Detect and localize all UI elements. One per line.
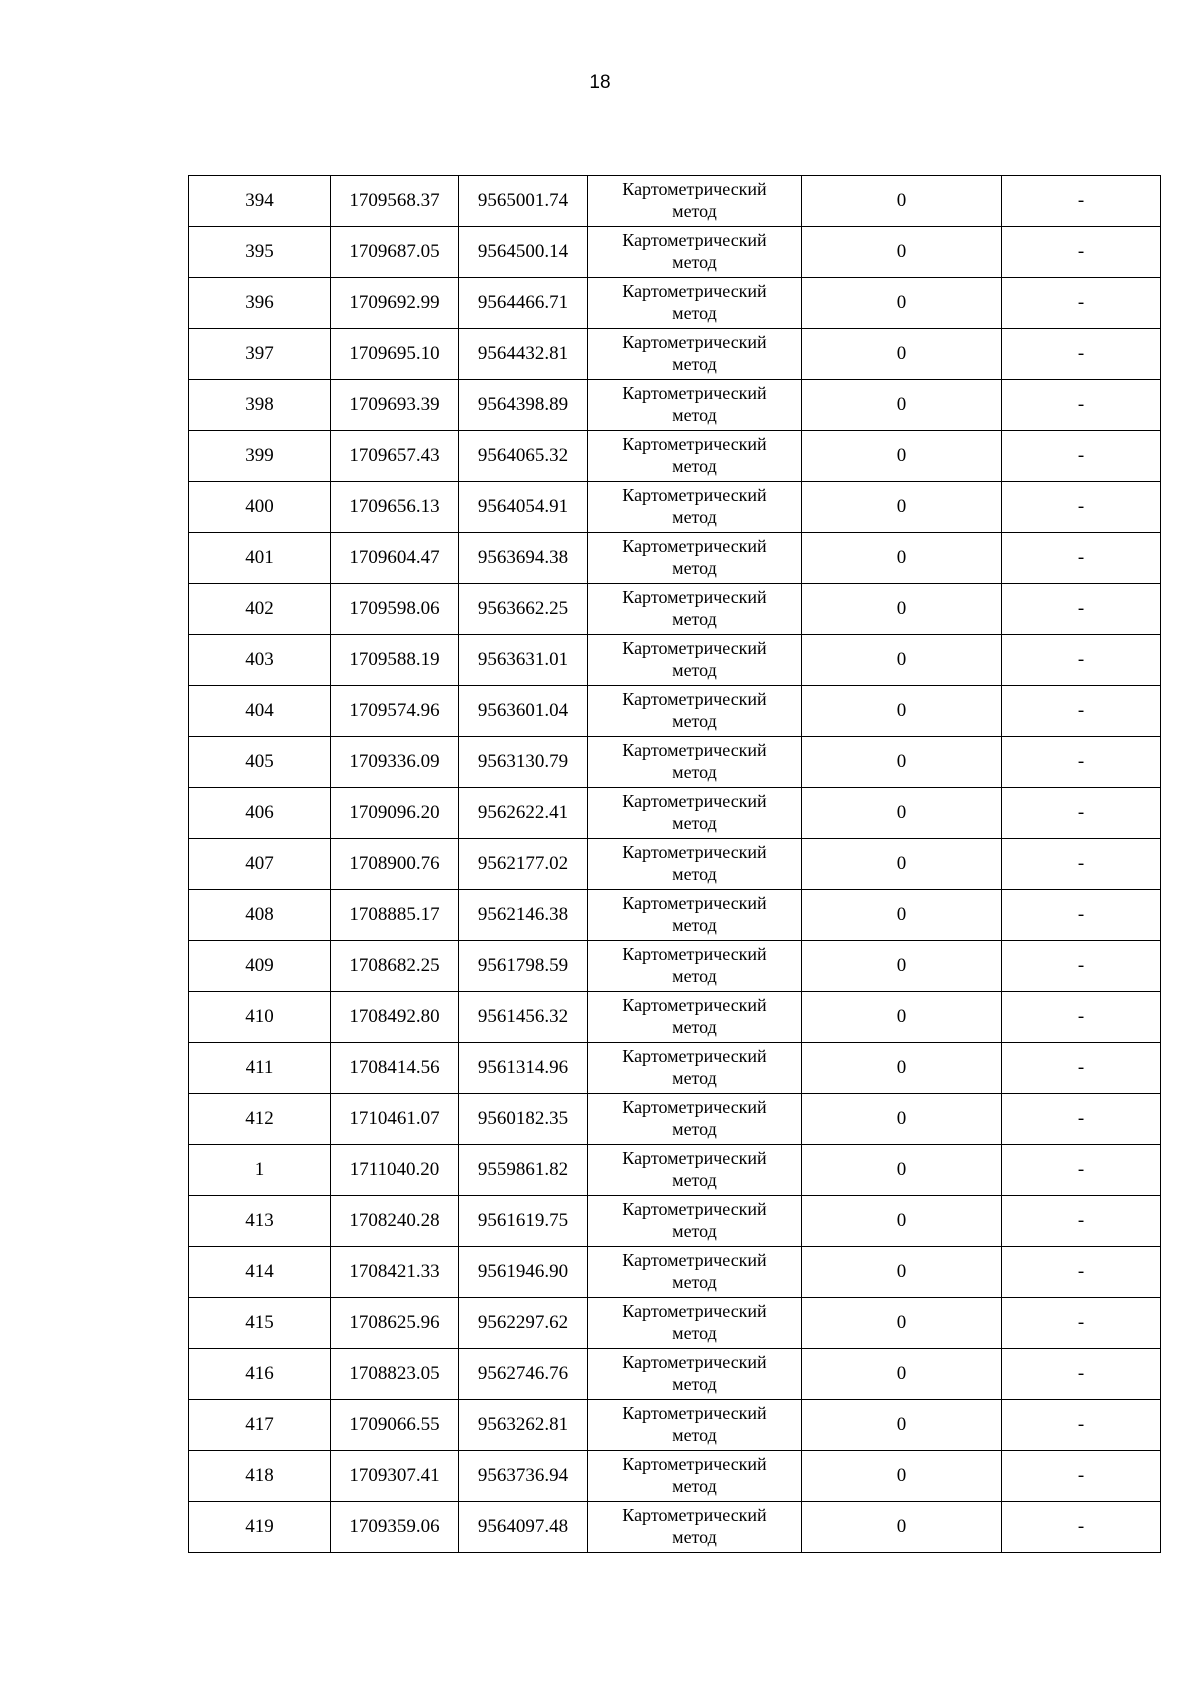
method-text: Картометрический метод xyxy=(622,587,767,629)
table-row xyxy=(189,686,1161,737)
y-coordinate-cell: 9559861.82 xyxy=(459,1145,588,1196)
point-number-cell: 411 xyxy=(189,1043,331,1094)
error-cell: 0 xyxy=(802,482,1002,533)
point-number-cell: 394 xyxy=(189,176,331,227)
x-coordinate-cell: 1709656.13 xyxy=(331,482,459,533)
method-text: Картометрический метод xyxy=(622,1250,767,1292)
method-cell xyxy=(588,992,802,1043)
y-coordinate-cell: 9562622.41 xyxy=(459,788,588,839)
error-cell: 0 xyxy=(802,227,1002,278)
x-coordinate-cell: 1711040.20 xyxy=(331,1145,459,1196)
y-coordinate-cell: 9561314.96 xyxy=(459,1043,588,1094)
note-cell: - xyxy=(1002,431,1161,482)
error-cell: 0 xyxy=(802,635,1002,686)
point-number-cell: 399 xyxy=(189,431,331,482)
table-row xyxy=(189,992,1161,1043)
note-cell: - xyxy=(1002,380,1161,431)
point-number-cell: 404 xyxy=(189,686,331,737)
table-row xyxy=(189,380,1161,431)
point-number-cell: 401 xyxy=(189,533,331,584)
method-cell xyxy=(588,1502,802,1553)
method-text: Картометрический метод xyxy=(622,383,767,425)
note-cell: - xyxy=(1002,788,1161,839)
method-cell xyxy=(588,278,802,329)
method-cell xyxy=(588,584,802,635)
method-text: Картометрический метод xyxy=(622,791,767,833)
note-cell: - xyxy=(1002,890,1161,941)
table-row xyxy=(189,176,1161,227)
y-coordinate-cell: 9563130.79 xyxy=(459,737,588,788)
method-text: Картометрический метод xyxy=(622,230,767,272)
page-number: 18 xyxy=(589,72,611,93)
error-cell: 0 xyxy=(802,1145,1002,1196)
error-cell: 0 xyxy=(802,1451,1002,1502)
x-coordinate-cell: 1708421.33 xyxy=(331,1247,459,1298)
y-coordinate-cell: 9563262.81 xyxy=(459,1400,588,1451)
method-text: Картометрический метод xyxy=(622,1199,767,1241)
point-number-cell: 395 xyxy=(189,227,331,278)
note-cell: - xyxy=(1002,941,1161,992)
note-cell: - xyxy=(1002,1247,1161,1298)
method-cell xyxy=(588,635,802,686)
table-row xyxy=(189,1451,1161,1502)
point-number-cell: 397 xyxy=(189,329,331,380)
note-cell: - xyxy=(1002,1502,1161,1553)
table-row xyxy=(189,533,1161,584)
method-cell xyxy=(588,737,802,788)
error-cell: 0 xyxy=(802,992,1002,1043)
method-text: Картометрический метод xyxy=(622,944,767,986)
error-cell: 0 xyxy=(802,1043,1002,1094)
y-coordinate-cell: 9563694.38 xyxy=(459,533,588,584)
method-cell xyxy=(588,1196,802,1247)
method-text: Картометрический метод xyxy=(622,332,767,374)
method-cell xyxy=(588,533,802,584)
error-cell: 0 xyxy=(802,1094,1002,1145)
method-text: Картометрический метод xyxy=(622,179,767,221)
error-cell: 0 xyxy=(802,1247,1002,1298)
method-cell xyxy=(588,890,802,941)
point-number-cell: 402 xyxy=(189,584,331,635)
y-coordinate-cell: 9563631.01 xyxy=(459,635,588,686)
x-coordinate-cell: 1709336.09 xyxy=(331,737,459,788)
error-cell: 0 xyxy=(802,176,1002,227)
table-row xyxy=(189,839,1161,890)
error-cell: 0 xyxy=(802,839,1002,890)
table-row xyxy=(189,1349,1161,1400)
note-cell: - xyxy=(1002,176,1161,227)
y-coordinate-cell: 9563736.94 xyxy=(459,1451,588,1502)
x-coordinate-cell: 1709568.37 xyxy=(331,176,459,227)
method-cell xyxy=(588,176,802,227)
x-coordinate-cell: 1709604.47 xyxy=(331,533,459,584)
error-cell: 0 xyxy=(802,431,1002,482)
point-number-cell: 407 xyxy=(189,839,331,890)
error-cell: 0 xyxy=(802,278,1002,329)
note-cell: - xyxy=(1002,737,1161,788)
x-coordinate-cell: 1709687.05 xyxy=(331,227,459,278)
x-coordinate-cell: 1708682.25 xyxy=(331,941,459,992)
y-coordinate-cell: 9563601.04 xyxy=(459,686,588,737)
point-number-cell: 418 xyxy=(189,1451,331,1502)
y-coordinate-cell: 9562297.62 xyxy=(459,1298,588,1349)
y-coordinate-cell: 9561946.90 xyxy=(459,1247,588,1298)
y-coordinate-cell: 9561619.75 xyxy=(459,1196,588,1247)
point-number-cell: 1 xyxy=(189,1145,331,1196)
table-row xyxy=(189,941,1161,992)
method-cell xyxy=(588,941,802,992)
x-coordinate-cell: 1709574.96 xyxy=(331,686,459,737)
table-row xyxy=(189,584,1161,635)
error-cell: 0 xyxy=(802,1400,1002,1451)
x-coordinate-cell: 1710461.07 xyxy=(331,1094,459,1145)
point-number-cell: 416 xyxy=(189,1349,331,1400)
y-coordinate-cell: 9564065.32 xyxy=(459,431,588,482)
note-cell: - xyxy=(1002,584,1161,635)
y-coordinate-cell: 9561456.32 xyxy=(459,992,588,1043)
note-cell: - xyxy=(1002,227,1161,278)
table-row xyxy=(189,1196,1161,1247)
point-number-cell: 398 xyxy=(189,380,331,431)
table-row xyxy=(189,329,1161,380)
error-cell: 0 xyxy=(802,890,1002,941)
y-coordinate-cell: 9564432.81 xyxy=(459,329,588,380)
coordinates-table xyxy=(188,175,1161,1553)
note-cell: - xyxy=(1002,1043,1161,1094)
y-coordinate-cell: 9560182.35 xyxy=(459,1094,588,1145)
method-cell xyxy=(588,686,802,737)
note-cell: - xyxy=(1002,1400,1161,1451)
table-row xyxy=(189,788,1161,839)
table-row xyxy=(189,431,1161,482)
method-text: Картометрический метод xyxy=(622,893,767,935)
method-cell xyxy=(588,227,802,278)
point-number-cell: 400 xyxy=(189,482,331,533)
note-cell: - xyxy=(1002,278,1161,329)
x-coordinate-cell: 1709695.10 xyxy=(331,329,459,380)
error-cell: 0 xyxy=(802,1298,1002,1349)
point-number-cell: 405 xyxy=(189,737,331,788)
method-cell xyxy=(588,380,802,431)
x-coordinate-cell: 1709692.99 xyxy=(331,278,459,329)
x-coordinate-cell: 1708492.80 xyxy=(331,992,459,1043)
method-cell xyxy=(588,1400,802,1451)
table-row xyxy=(189,1502,1161,1553)
note-cell: - xyxy=(1002,1298,1161,1349)
x-coordinate-cell: 1709657.43 xyxy=(331,431,459,482)
x-coordinate-cell: 1708240.28 xyxy=(331,1196,459,1247)
error-cell: 0 xyxy=(802,1502,1002,1553)
method-text: Картометрический метод xyxy=(622,1097,767,1139)
method-cell xyxy=(588,839,802,890)
point-number-cell: 415 xyxy=(189,1298,331,1349)
note-cell: - xyxy=(1002,635,1161,686)
error-cell: 0 xyxy=(802,1196,1002,1247)
x-coordinate-cell: 1709096.20 xyxy=(331,788,459,839)
method-cell xyxy=(588,1145,802,1196)
error-cell: 0 xyxy=(802,380,1002,431)
method-text: Картометрический метод xyxy=(622,689,767,731)
method-cell xyxy=(588,431,802,482)
table-row xyxy=(189,227,1161,278)
point-number-cell: 403 xyxy=(189,635,331,686)
note-cell: - xyxy=(1002,1196,1161,1247)
table-row xyxy=(189,1145,1161,1196)
method-text: Картометрический метод xyxy=(622,1505,767,1547)
method-cell xyxy=(588,1451,802,1502)
method-text: Картометрический метод xyxy=(622,1046,767,1088)
note-cell: - xyxy=(1002,1349,1161,1400)
note-cell: - xyxy=(1002,482,1161,533)
x-coordinate-cell: 1709588.19 xyxy=(331,635,459,686)
error-cell: 0 xyxy=(802,584,1002,635)
y-coordinate-cell: 9564466.71 xyxy=(459,278,588,329)
method-text: Картометрический метод xyxy=(622,1301,767,1343)
error-cell: 0 xyxy=(802,941,1002,992)
method-text: Картометрический метод xyxy=(622,1454,767,1496)
method-cell xyxy=(588,1247,802,1298)
note-cell: - xyxy=(1002,533,1161,584)
y-coordinate-cell: 9564097.48 xyxy=(459,1502,588,1553)
x-coordinate-cell: 1708414.56 xyxy=(331,1043,459,1094)
y-coordinate-cell: 9565001.74 xyxy=(459,176,588,227)
table-row xyxy=(189,890,1161,941)
x-coordinate-cell: 1708885.17 xyxy=(331,890,459,941)
method-text: Картометрический метод xyxy=(622,536,767,578)
error-cell: 0 xyxy=(802,686,1002,737)
method-cell xyxy=(588,482,802,533)
note-cell: - xyxy=(1002,1145,1161,1196)
note-cell: - xyxy=(1002,839,1161,890)
method-text: Картометрический метод xyxy=(622,485,767,527)
method-cell xyxy=(588,1298,802,1349)
table-row xyxy=(189,1043,1161,1094)
point-number-cell: 410 xyxy=(189,992,331,1043)
note-cell: - xyxy=(1002,992,1161,1043)
point-number-cell: 409 xyxy=(189,941,331,992)
y-coordinate-cell: 9562146.38 xyxy=(459,890,588,941)
error-cell: 0 xyxy=(802,788,1002,839)
x-coordinate-cell: 1709359.06 xyxy=(331,1502,459,1553)
y-coordinate-cell: 9562177.02 xyxy=(459,839,588,890)
method-text: Картометрический метод xyxy=(622,842,767,884)
error-cell: 0 xyxy=(802,329,1002,380)
y-coordinate-cell: 9564398.89 xyxy=(459,380,588,431)
point-number-cell: 417 xyxy=(189,1400,331,1451)
x-coordinate-cell: 1709693.39 xyxy=(331,380,459,431)
method-text: Картометрический метод xyxy=(622,1148,767,1190)
method-text: Картометрический метод xyxy=(622,638,767,680)
point-number-cell: 419 xyxy=(189,1502,331,1553)
x-coordinate-cell: 1709307.41 xyxy=(331,1451,459,1502)
x-coordinate-cell: 1709066.55 xyxy=(331,1400,459,1451)
error-cell: 0 xyxy=(802,1349,1002,1400)
y-coordinate-cell: 9562746.76 xyxy=(459,1349,588,1400)
table-row xyxy=(189,278,1161,329)
method-cell xyxy=(588,1094,802,1145)
table-row xyxy=(189,1298,1161,1349)
method-cell xyxy=(588,1043,802,1094)
x-coordinate-cell: 1709598.06 xyxy=(331,584,459,635)
note-cell: - xyxy=(1002,686,1161,737)
table-row xyxy=(189,1094,1161,1145)
point-number-cell: 406 xyxy=(189,788,331,839)
note-cell: - xyxy=(1002,329,1161,380)
table-row xyxy=(189,1400,1161,1451)
note-cell: - xyxy=(1002,1451,1161,1502)
method-text: Картометрический метод xyxy=(622,281,767,323)
error-cell: 0 xyxy=(802,533,1002,584)
point-number-cell: 408 xyxy=(189,890,331,941)
y-coordinate-cell: 9563662.25 xyxy=(459,584,588,635)
point-number-cell: 412 xyxy=(189,1094,331,1145)
note-cell: - xyxy=(1002,1094,1161,1145)
method-text: Картометрический метод xyxy=(622,995,767,1037)
y-coordinate-cell: 9564500.14 xyxy=(459,227,588,278)
method-cell xyxy=(588,329,802,380)
y-coordinate-cell: 9564054.91 xyxy=(459,482,588,533)
table-row xyxy=(189,737,1161,788)
method-cell xyxy=(588,788,802,839)
error-cell: 0 xyxy=(802,737,1002,788)
table-row xyxy=(189,1247,1161,1298)
x-coordinate-cell: 1708625.96 xyxy=(331,1298,459,1349)
method-text: Картометрический метод xyxy=(622,1352,767,1394)
coordinates-table-body xyxy=(189,176,1161,1553)
method-cell xyxy=(588,1349,802,1400)
point-number-cell: 413 xyxy=(189,1196,331,1247)
x-coordinate-cell: 1708823.05 xyxy=(331,1349,459,1400)
point-number-cell: 396 xyxy=(189,278,331,329)
method-text: Картометрический метод xyxy=(622,1403,767,1445)
y-coordinate-cell: 9561798.59 xyxy=(459,941,588,992)
point-number-cell: 414 xyxy=(189,1247,331,1298)
table-row xyxy=(189,635,1161,686)
method-text: Картометрический метод xyxy=(622,434,767,476)
x-coordinate-cell: 1708900.76 xyxy=(331,839,459,890)
method-text: Картометрический метод xyxy=(622,740,767,782)
table-row xyxy=(189,482,1161,533)
